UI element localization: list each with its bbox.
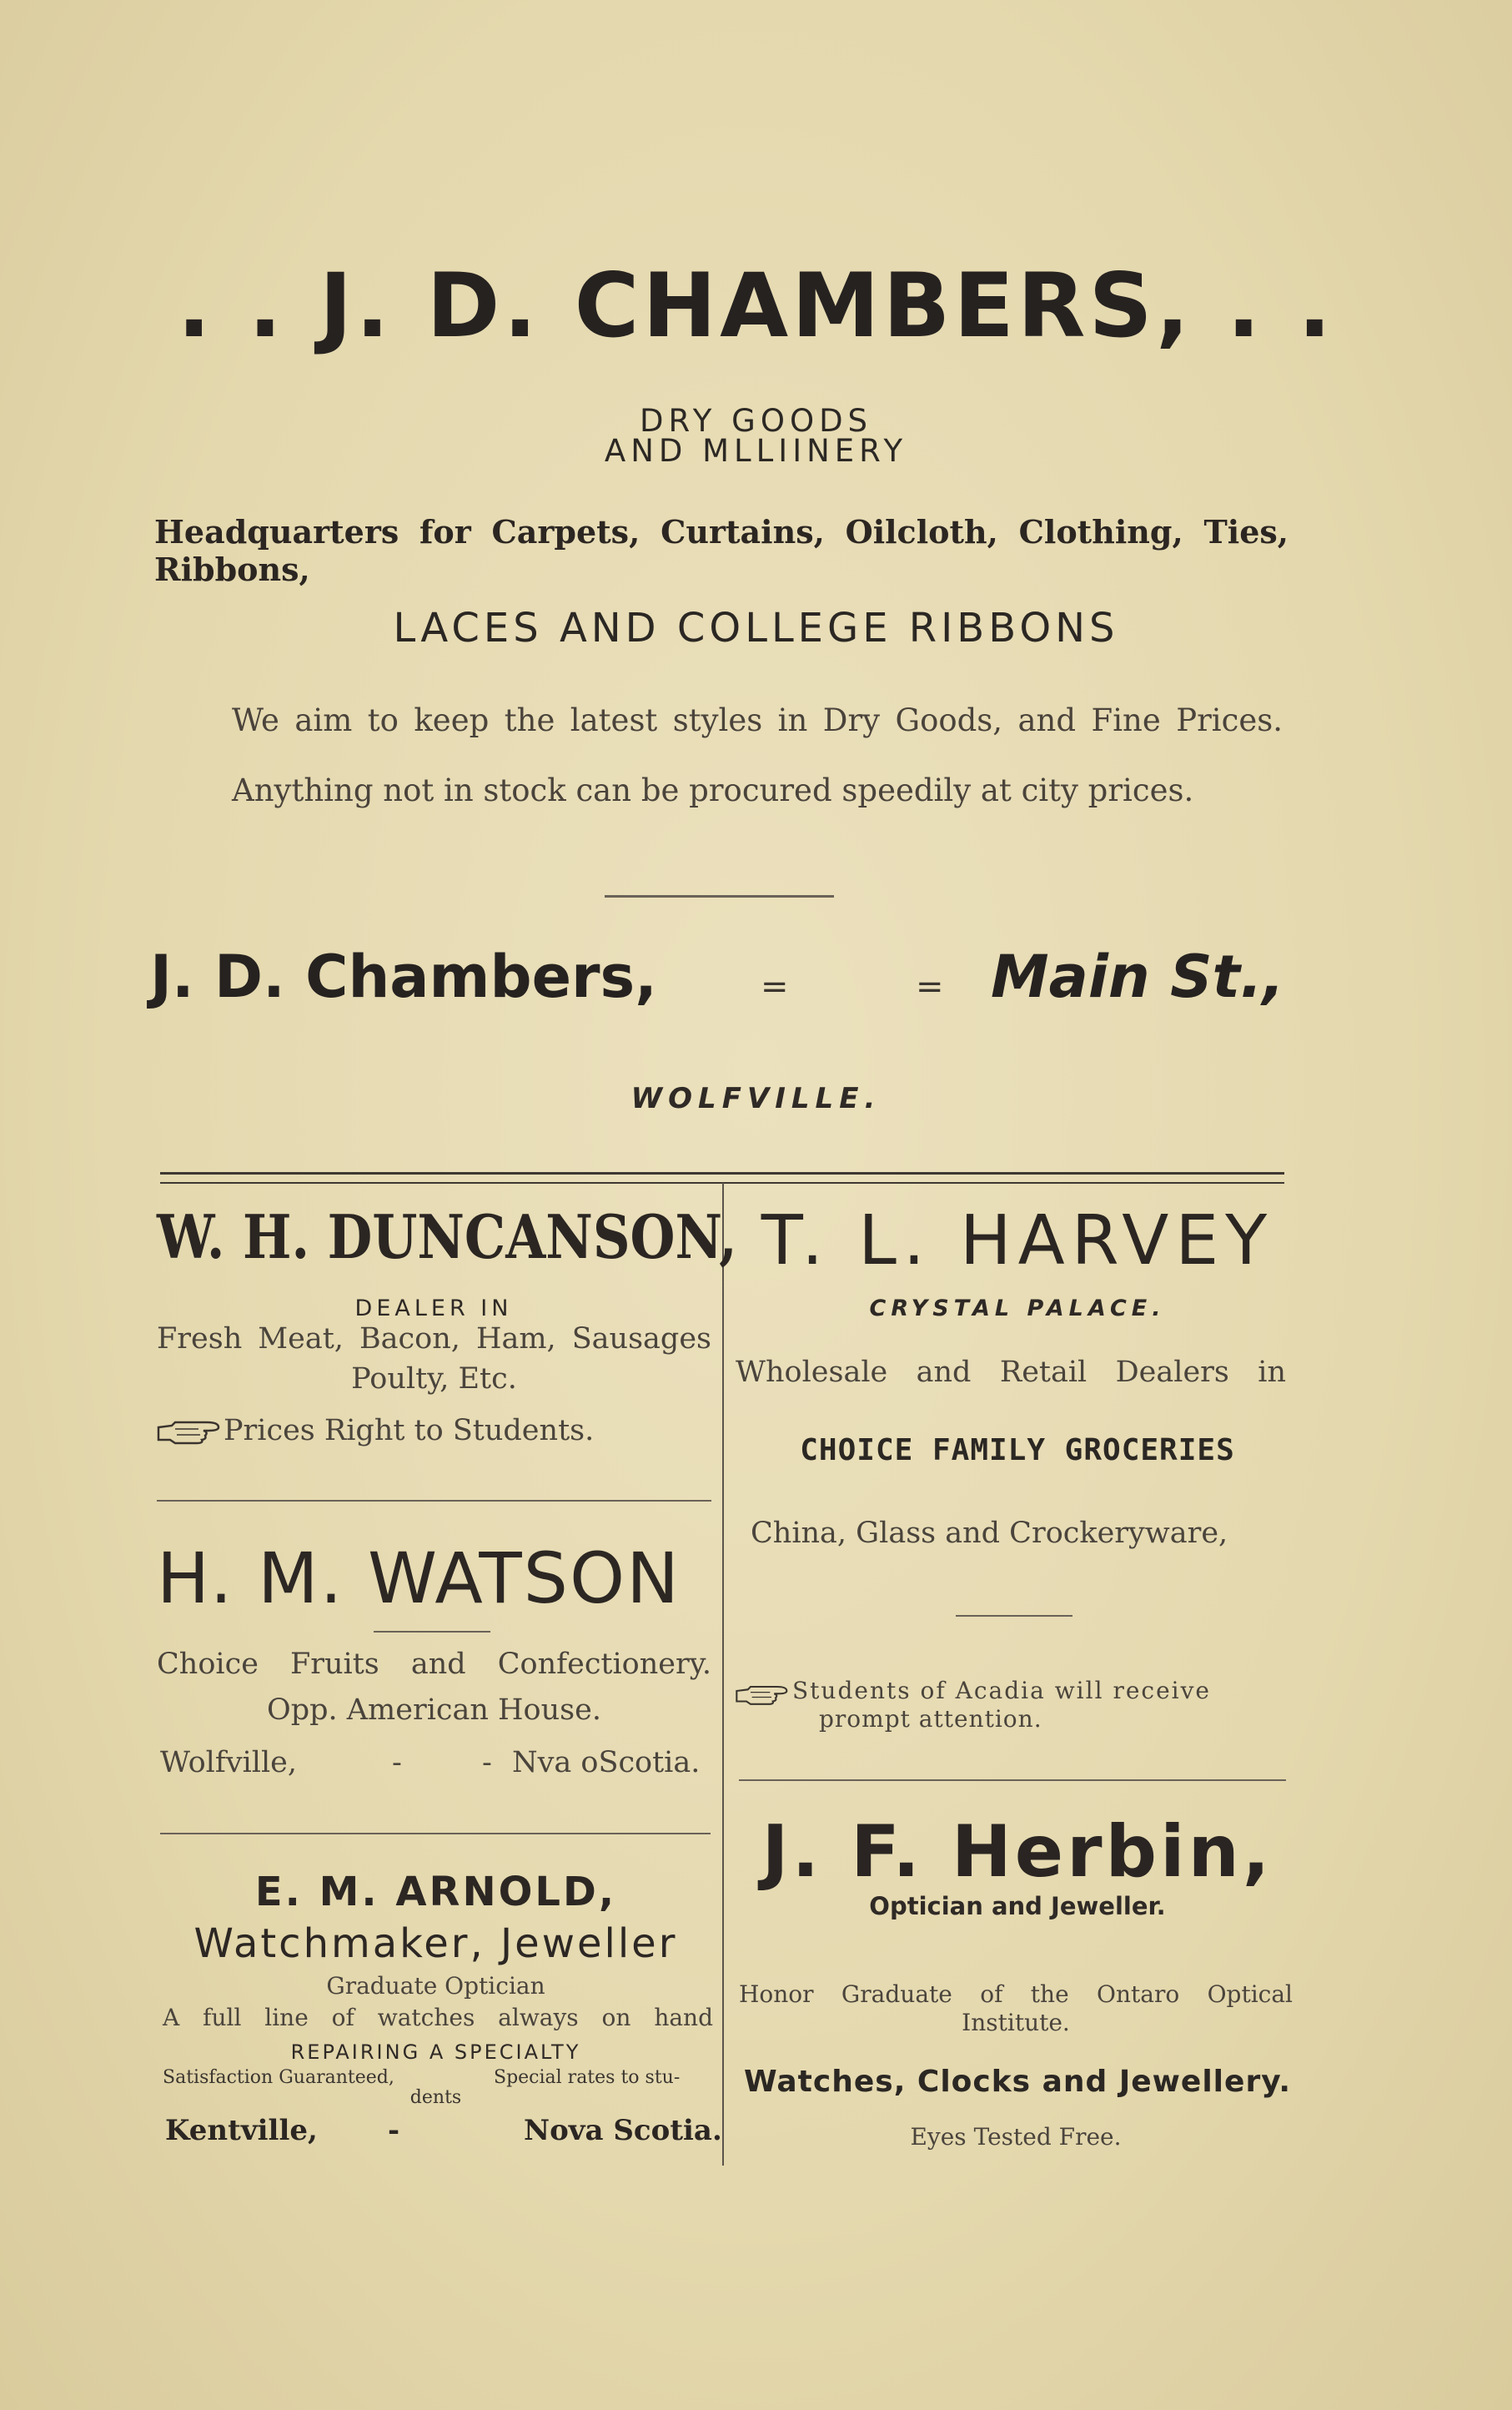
address-separator: = [761,968,789,1006]
chambers-title: . . J. D. CHAMBERS, . . [177,254,1335,357]
harvey-wholesale: Wholesale and Retail Dealers in [736,1356,1286,1389]
chambers-town: WOLFVILLE. [630,1082,882,1115]
chambers-aim-line2: Anything not in stock can be procured speedily at city prices. [232,772,1194,808]
arnold-province: Nova Scotia. [524,2114,722,2147]
watson-divider [160,1833,711,1834]
harvey-china: China, Glass and Crockeryware, [751,1517,1228,1550]
watson-rule [374,1631,490,1633]
arnold-full-line: A full line of watches always on hand [163,2004,713,2031]
harvey-students-line1: Students of Acadia will receive [792,1677,1211,1704]
harvey-name: T. L. HARVEY [761,1201,1274,1280]
arnold-dash: - [388,2114,400,2147]
herbin-honor-line2: Institute. [962,2009,1070,2036]
herbin-eyes-tested: Eyes Tested Free. [910,2123,1122,2151]
chambers-divider [605,895,834,898]
arnold-graduate: Graduate Optician [326,1972,545,2000]
section-divider [160,1172,1284,1184]
chambers-line-millinery: AND MLLIINERY [604,433,908,469]
pointing-hand-icon [157,1417,224,1447]
arnold-name: E. M. ARNOLD, [254,1869,617,1915]
herbin-honor-line1: Honor Graduate of the Ontaro Optical [739,1980,1293,2008]
column-divider [722,1183,724,2166]
chambers-address-street: Main St., [991,943,1285,1011]
harvey-crystal-palace: CRYSTAL PALACE. [869,1296,1166,1321]
pointing-hand-icon [734,1683,792,1708]
watson-dash-2: - [482,1746,492,1779]
chambers-address-name: J. D. Chambers, [150,943,657,1011]
duncanson-name: W. H. DUNCANSON, [157,1201,737,1272]
arnold-title: Watchmaker, Jeweller [193,1920,678,1967]
harvey-rule [956,1615,1072,1617]
watson-dash: - [392,1746,402,1779]
harvey-divider [739,1779,1286,1781]
address-separator-2: = [916,968,944,1006]
arnold-special-rates-cont: dents [409,2087,462,2108]
chambers-line-dry-goods: DRY GOODS [639,403,873,439]
watson-line1: Choice Fruits and Confectionery. [157,1648,711,1681]
chambers-aim-line1: We aim to keep the latest styles in Dry Goods, and Fine Prices. [232,702,1283,738]
chambers-headquarters: Headquarters for Carpets, Curtains, Oilcloth, Clothing, Ties, Ribbons, [154,513,1288,588]
watson-line2: Opp. American House. [267,1693,601,1727]
duncanson-goods-line1: Fresh Meat, Bacon, Ham, Sausages [157,1322,711,1356]
arnold-special-rates: Special rates to stu- [494,2067,681,2088]
arnold-town: Kentville, [165,2114,318,2147]
arnold-repairing: REPAIRING A SPECIALTY [290,2040,581,2064]
arnold-satisfaction: Satisfaction Guaranteed, [163,2067,394,2088]
herbin-name: J. F. Herbin, [761,1810,1273,1894]
duncanson-dealer: DEALER IN [354,1296,513,1321]
duncanson-divider [157,1500,711,1502]
harvey-students [734,1677,1284,1708]
harvey-choice-groceries: CHOICE FAMILY GROCERIES [800,1433,1235,1467]
herbin-subtitle: Optician and Jeweller. [869,1892,1166,1920]
watson-name: H. M. WATSON [157,1537,681,1619]
duncanson-prices [157,1414,594,1447]
chambers-laces: LACES AND COLLEGE RIBBONS [393,605,1119,652]
harvey-students-line2: prompt attention. [819,1705,1042,1733]
duncanson-prices-text: Prices Right to Students. [224,1414,595,1447]
watson-town: Wolfville, [160,1746,298,1779]
watson-province: Nva oScotia. [512,1746,701,1779]
duncanson-goods-line2: Poulty, Etc. [351,1362,517,1396]
herbin-watches: Watches, Clocks and Jewellery. [743,2065,1292,2099]
